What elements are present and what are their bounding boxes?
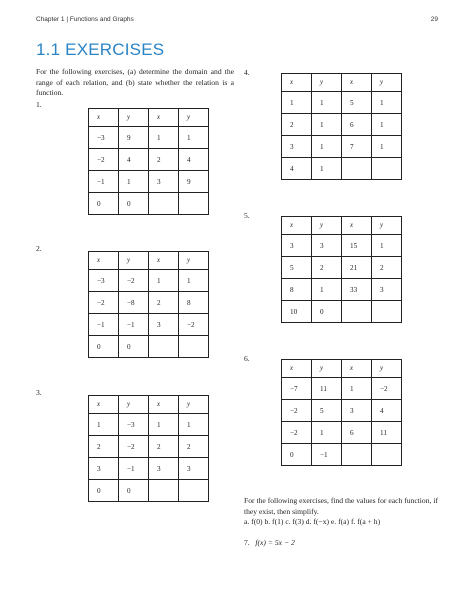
table-row xyxy=(89,436,209,458)
table-cell: −1 xyxy=(119,314,149,336)
table-cell: 2 xyxy=(89,436,119,458)
table-row xyxy=(282,158,402,180)
column-header: y xyxy=(119,252,149,270)
column-header: y xyxy=(179,109,209,127)
table-row xyxy=(89,336,209,358)
table-cell xyxy=(149,193,179,215)
table-header-row xyxy=(282,360,402,378)
table-cell: 1 xyxy=(372,92,402,114)
table-cell: 2 xyxy=(149,149,179,171)
table-row xyxy=(282,114,402,136)
exercise-7 xyxy=(244,538,295,547)
table-header-row xyxy=(282,217,402,235)
table-cell: 8 xyxy=(282,279,312,301)
table-cell xyxy=(149,336,179,358)
table-header-row xyxy=(282,74,402,92)
table-cell: −2 xyxy=(282,400,312,422)
table-cell: −2 xyxy=(282,422,312,444)
table-cell: 1 xyxy=(149,414,179,436)
page-header xyxy=(36,16,438,30)
relation-table xyxy=(281,73,402,180)
column-header: y xyxy=(372,217,402,235)
column-header: x xyxy=(282,360,312,378)
table-cell: 4 xyxy=(179,149,209,171)
column-header: y xyxy=(312,360,342,378)
table-cell: −1 xyxy=(119,458,149,480)
table-cell: 1 xyxy=(312,422,342,444)
table-cell: −8 xyxy=(119,292,149,314)
table-cell: 0 xyxy=(119,193,149,215)
table-cell: 1 xyxy=(282,92,312,114)
table-row xyxy=(282,444,402,466)
table-cell: 0 xyxy=(89,193,119,215)
table-row xyxy=(89,270,209,292)
column-header: y xyxy=(179,396,209,414)
table-cell: 11 xyxy=(312,378,342,400)
column-header: x xyxy=(149,396,179,414)
table-cell: −1 xyxy=(89,171,119,193)
section-title: 1.1 EXERCISES xyxy=(36,40,165,59)
column-header: y xyxy=(179,252,209,270)
table-cell: 0 xyxy=(119,336,149,358)
instructions-paragraph: For the following exercises, (a) determine the domain and the range of each relation, and (b) state whether the relation is a function. xyxy=(36,67,234,98)
table-row xyxy=(89,458,209,480)
table-cell: 9 xyxy=(179,171,209,193)
table-cell: 10 xyxy=(282,301,312,323)
table-cell xyxy=(372,444,402,466)
table-cell: 2 xyxy=(149,436,179,458)
table-row xyxy=(89,193,209,215)
chapter-title: Chapter 1 | Functions and Graphs xyxy=(36,16,134,23)
table-row xyxy=(282,136,402,158)
table-cell: 7 xyxy=(342,136,372,158)
column-header: y xyxy=(312,217,342,235)
table-cell xyxy=(179,480,209,502)
table-row xyxy=(282,257,402,279)
table-cell: −2 xyxy=(372,378,402,400)
find-values-instructions: For the following exercises, find the values for each function, if they exist, then simplify. xyxy=(244,496,438,516)
table-cell: 5 xyxy=(282,257,312,279)
table-cell: −2 xyxy=(179,314,209,336)
table-row xyxy=(89,149,209,171)
table-cell: 5 xyxy=(312,400,342,422)
table-cell: 1 xyxy=(312,92,342,114)
table-cell: 3 xyxy=(149,458,179,480)
table-cell xyxy=(149,480,179,502)
table-row xyxy=(282,422,402,444)
column-header: x xyxy=(89,109,119,127)
column-header: y xyxy=(119,109,149,127)
table-row xyxy=(282,92,402,114)
relation-table xyxy=(88,251,209,358)
table-cell: −2 xyxy=(89,292,119,314)
function-parts-list: a. f(0) b. f(1) c. f(3) d. f(−x) e. f(a) f. f(a + h) xyxy=(244,517,381,526)
table-cell: 4 xyxy=(282,158,312,180)
table-cell: 0 xyxy=(282,444,312,466)
table-cell: 2 xyxy=(179,436,209,458)
table-cell: −7 xyxy=(282,378,312,400)
table-cell: 5 xyxy=(342,92,372,114)
relation-table xyxy=(281,359,402,466)
table-cell xyxy=(372,301,402,323)
table-cell xyxy=(342,158,372,180)
exercise-number: 5. xyxy=(244,211,250,220)
table-cell: 15 xyxy=(342,235,372,257)
table-cell: −2 xyxy=(119,270,149,292)
table-cell: −3 xyxy=(89,127,119,149)
table-cell: 9 xyxy=(119,127,149,149)
relation-table xyxy=(281,216,402,323)
table-cell: 2 xyxy=(312,257,342,279)
table-cell: 3 xyxy=(282,136,312,158)
table-cell xyxy=(179,193,209,215)
exercise-number: 4. xyxy=(244,68,250,77)
table-cell: 1 xyxy=(179,414,209,436)
table-row xyxy=(89,314,209,336)
table-cell: 1 xyxy=(372,136,402,158)
table-row xyxy=(282,301,402,323)
column-header: x xyxy=(342,360,372,378)
table-row xyxy=(89,171,209,193)
table-header-row xyxy=(89,396,209,414)
table-cell xyxy=(372,158,402,180)
table-header-row xyxy=(89,109,209,127)
table-cell: 1 xyxy=(312,279,342,301)
table-cell: 6 xyxy=(342,422,372,444)
column-header: y xyxy=(119,396,149,414)
table-cell: 3 xyxy=(179,458,209,480)
column-header: x xyxy=(282,74,312,92)
table-cell: 1 xyxy=(179,127,209,149)
table-cell: −1 xyxy=(89,314,119,336)
table-cell: 1 xyxy=(149,270,179,292)
table-cell: 1 xyxy=(312,114,342,136)
table-cell: −2 xyxy=(89,149,119,171)
exercise-number: 3. xyxy=(36,388,42,397)
table-row xyxy=(282,378,402,400)
table-cell: 2 xyxy=(372,257,402,279)
table-cell: 1 xyxy=(149,127,179,149)
column-header: y xyxy=(372,360,402,378)
table-cell: 1 xyxy=(372,114,402,136)
table-cell: 4 xyxy=(372,400,402,422)
table-cell: 0 xyxy=(119,480,149,502)
table-cell: 2 xyxy=(149,292,179,314)
table-cell: 1 xyxy=(89,414,119,436)
table-header-row xyxy=(89,252,209,270)
column-header: x xyxy=(282,217,312,235)
column-header: x xyxy=(89,396,119,414)
page-number: 29 xyxy=(430,16,438,23)
table-row xyxy=(89,127,209,149)
table-cell: 3 xyxy=(149,314,179,336)
table-cell: 3 xyxy=(149,171,179,193)
exercise-number: 1. xyxy=(36,100,42,109)
table-cell: 3 xyxy=(282,235,312,257)
table-cell: 6 xyxy=(342,114,372,136)
column-header: x xyxy=(89,252,119,270)
table-cell: 11 xyxy=(372,422,402,444)
table-cell: 0 xyxy=(89,336,119,358)
table-cell: 3 xyxy=(89,458,119,480)
table-cell: 33 xyxy=(342,279,372,301)
relation-table xyxy=(88,108,209,215)
table-cell: 2 xyxy=(282,114,312,136)
table-cell xyxy=(179,336,209,358)
exercise-number: 7. xyxy=(244,538,250,547)
table-cell: 4 xyxy=(119,149,149,171)
column-header: x xyxy=(149,252,179,270)
table-row xyxy=(89,292,209,314)
exercise-number: 6. xyxy=(244,354,250,363)
column-header: y xyxy=(372,74,402,92)
table-cell: 8 xyxy=(179,292,209,314)
table-cell xyxy=(342,301,372,323)
table-cell: 1 xyxy=(342,378,372,400)
table-row xyxy=(282,279,402,301)
table-cell: −2 xyxy=(119,436,149,458)
table-cell: 1 xyxy=(312,136,342,158)
table-cell: 1 xyxy=(179,270,209,292)
table-cell xyxy=(342,444,372,466)
column-header: x xyxy=(342,217,372,235)
column-header: x xyxy=(342,74,372,92)
exercise-number: 2. xyxy=(36,244,42,253)
table-cell: 3 xyxy=(312,235,342,257)
function-expression: f(x) = 5x − 2 xyxy=(255,538,295,547)
table-cell: 21 xyxy=(342,257,372,279)
table-cell: 1 xyxy=(312,158,342,180)
table-cell: −1 xyxy=(312,444,342,466)
table-row xyxy=(282,400,402,422)
table-cell: 0 xyxy=(312,301,342,323)
table-row xyxy=(89,414,209,436)
table-cell: 3 xyxy=(372,279,402,301)
relation-table xyxy=(88,395,209,502)
table-cell: 3 xyxy=(342,400,372,422)
table-cell: −3 xyxy=(119,414,149,436)
table-row xyxy=(89,480,209,502)
table-cell: 1 xyxy=(119,171,149,193)
table-cell: 0 xyxy=(89,480,119,502)
column-header: x xyxy=(149,109,179,127)
column-header: y xyxy=(312,74,342,92)
table-row xyxy=(282,235,402,257)
table-cell: −3 xyxy=(89,270,119,292)
table-cell: 1 xyxy=(372,235,402,257)
